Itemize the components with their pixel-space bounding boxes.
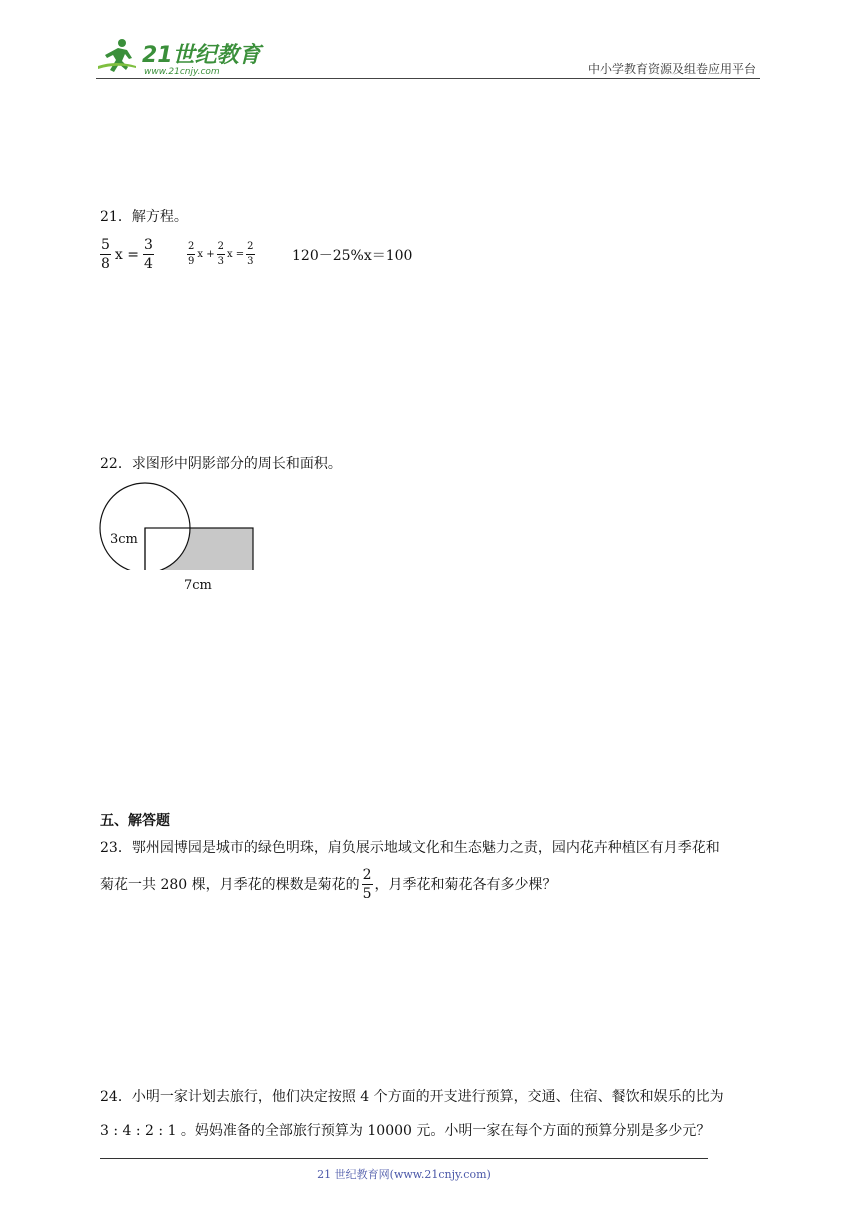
footer-divider — [100, 1158, 708, 1159]
header-platform-text: 中小学教育资源及组卷应用平台 — [587, 62, 756, 76]
q21-equation-1: $\frac{5}{8}$ x = $\frac{3}{4}$ — [101, 237, 153, 272]
q22-figure — [98, 480, 258, 570]
fraction: $\frac{5}{8}$ — [101, 237, 110, 272]
fraction: $\frac{2}{3}$ — [247, 241, 254, 267]
fraction: $\frac{3}{4}$ — [144, 237, 153, 272]
runner-icon — [98, 39, 136, 72]
section-title: 五、解答题 — [100, 813, 170, 829]
logo-text: 21世纪教育 — [142, 43, 261, 68]
q23-line-2: 菊花一共 280 棵，月季花的棵数是菊花的 $\frac{2}{5}$ ，月季花和菊花各有多少棵？ — [100, 867, 557, 902]
q24-line-1: 24．小明一家计划去旅行，他们决定按照 4 个方面的开支进行预算，交通、住宿、餐饮和娱乐的比为 — [100, 1089, 724, 1105]
radius-label: 3cm — [110, 532, 138, 547]
q21-equation-2: $\frac{2}{9}$ x + $\frac{2}{3}$ x = $\frac{2}{3}$ — [188, 241, 254, 267]
header-divider — [96, 78, 760, 79]
q23-line-1: 23．鄂州园博园是城市的绿色明珠，肩负展示地域文化和生态魅力之责，园内花卉种植区有月季花和 — [100, 840, 720, 856]
logo-url: www.21cnjy.com — [144, 67, 220, 77]
q22-title: 22．求图形中阴影部分的周长和面积。 — [100, 456, 342, 472]
q24-line-2: 3 : 4 : 2 : 1 。妈妈准备的全部旅行预算为 10000 元。小明一家在每个方面的预算分别是多少元？ — [100, 1123, 711, 1139]
shaded-region — [145, 528, 253, 570]
logo — [96, 36, 266, 78]
fraction: $\frac{2}{9}$ — [188, 241, 195, 267]
width-label: 7cm — [184, 578, 212, 593]
q21-title: 21．解方程。 — [100, 209, 188, 225]
fraction: $\frac{2}{5}$ — [362, 867, 372, 902]
footer-text: 21 世纪教育网(www.21cnjy.com) — [317, 1168, 491, 1181]
q21-equation-3: 120－25%x＝100 — [292, 248, 413, 264]
fraction: $\frac{2}{3}$ — [217, 241, 224, 267]
